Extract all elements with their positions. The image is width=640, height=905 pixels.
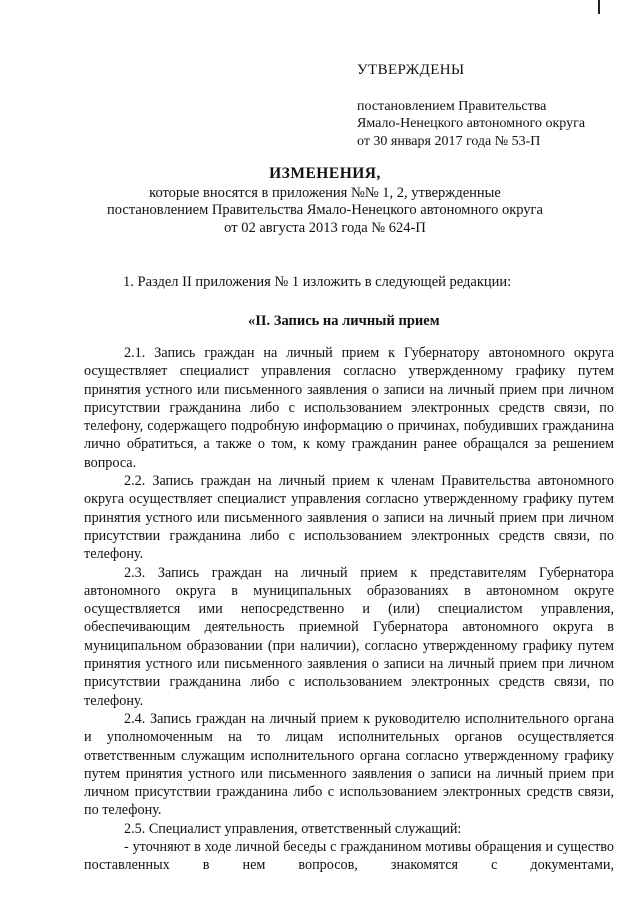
approval-block <box>357 62 585 150</box>
corner-mark <box>598 0 600 14</box>
paragraph-2-5: 2.5. Специалист управления, ответственный служащий: <box>124 820 462 837</box>
changes-title: ИЗМЕНЕНИЯ, <box>269 165 381 182</box>
approval-line: Ямало-Ненецкого автономного округа <box>357 116 586 131</box>
paragraph-2-3: 2.3. Запись граждан на личный прием к представителям Губернатора автономного округа в муниципальных образованиях в автономном округе осуществляется ими непосредственно и (или) специалистом управления, обеспечивающим деятельность приемной Губернатора автономного округа в муниципальном образовании (при наличии), согласно утвержденному графику путем принятия устного или письменного заявления о записи на личный прием при личном присутствии гражданина либо с использованием электронных средств связи, по телефону. <box>84 564 614 709</box>
paragraph-2-4: 2.4. Запись граждан на личный прием к руководителю исполнительного органа и уполномоченным на то лицам исполнительных органов осуществляется ответственным служащим исполнительного органа согласно утвержденному графику путем принятия устного или письменного заявления о записи на личный прием при личном присутствии гражданина либо с использованием электронных средств связи, по телефону. <box>84 710 614 819</box>
approval-line: от 30 января 2017 года № 53-П <box>357 133 541 149</box>
paragraph-2-5-item: - уточняют в ходе личной беседы с гражданином мотивы обращения и существо поставленных в нем вопросов, знакомятся с документами, <box>84 839 614 874</box>
body-text <box>84 344 614 875</box>
approval-line: постановлением Правительства <box>357 98 547 114</box>
changes-subtitle-line: постановлением Правительства Ямало-Ненецкого автономного округа <box>107 202 543 218</box>
changes-subtitle-line: которые вносятся в приложения №№ 1, 2, утвержденные <box>149 184 501 201</box>
paragraph-2-2: 2.2. Запись граждан на личный прием к членам Правительства автономного округа осуществляет специалист управления согласно утвержденному графику путем принятия устного или письменного заявления о записи на личный прием при личном присутствии гражданина либо с использованием электронных средств связи, по телефону. <box>84 473 614 563</box>
changes-subtitle-line: от 02 августа 2013 года № 624-П <box>224 219 426 236</box>
section1-intro: 1. Раздел II приложения № 1 изложить в следующей редакции: <box>123 274 512 290</box>
section-heading: «II. Запись на личный прием <box>248 313 440 329</box>
approval-heading: УТВЕРЖДЕНЫ <box>357 62 465 78</box>
paragraph-2-1: 2.1. Запись граждан на личный прием к Губернатору автономного округа осуществляет специалист управления согласно утвержденному графику путем принятия устного или письменного заявления о записи на личный прием при личном присутствии гражданина либо с использованием электронных средств связи, по телефону, содержащего подробную информацию о причинах, побудивших гражданина лично обратиться, а также о том, к кому гражданин ранее обращался за решением вопроса. <box>84 345 614 471</box>
changes-title-block <box>90 165 560 237</box>
